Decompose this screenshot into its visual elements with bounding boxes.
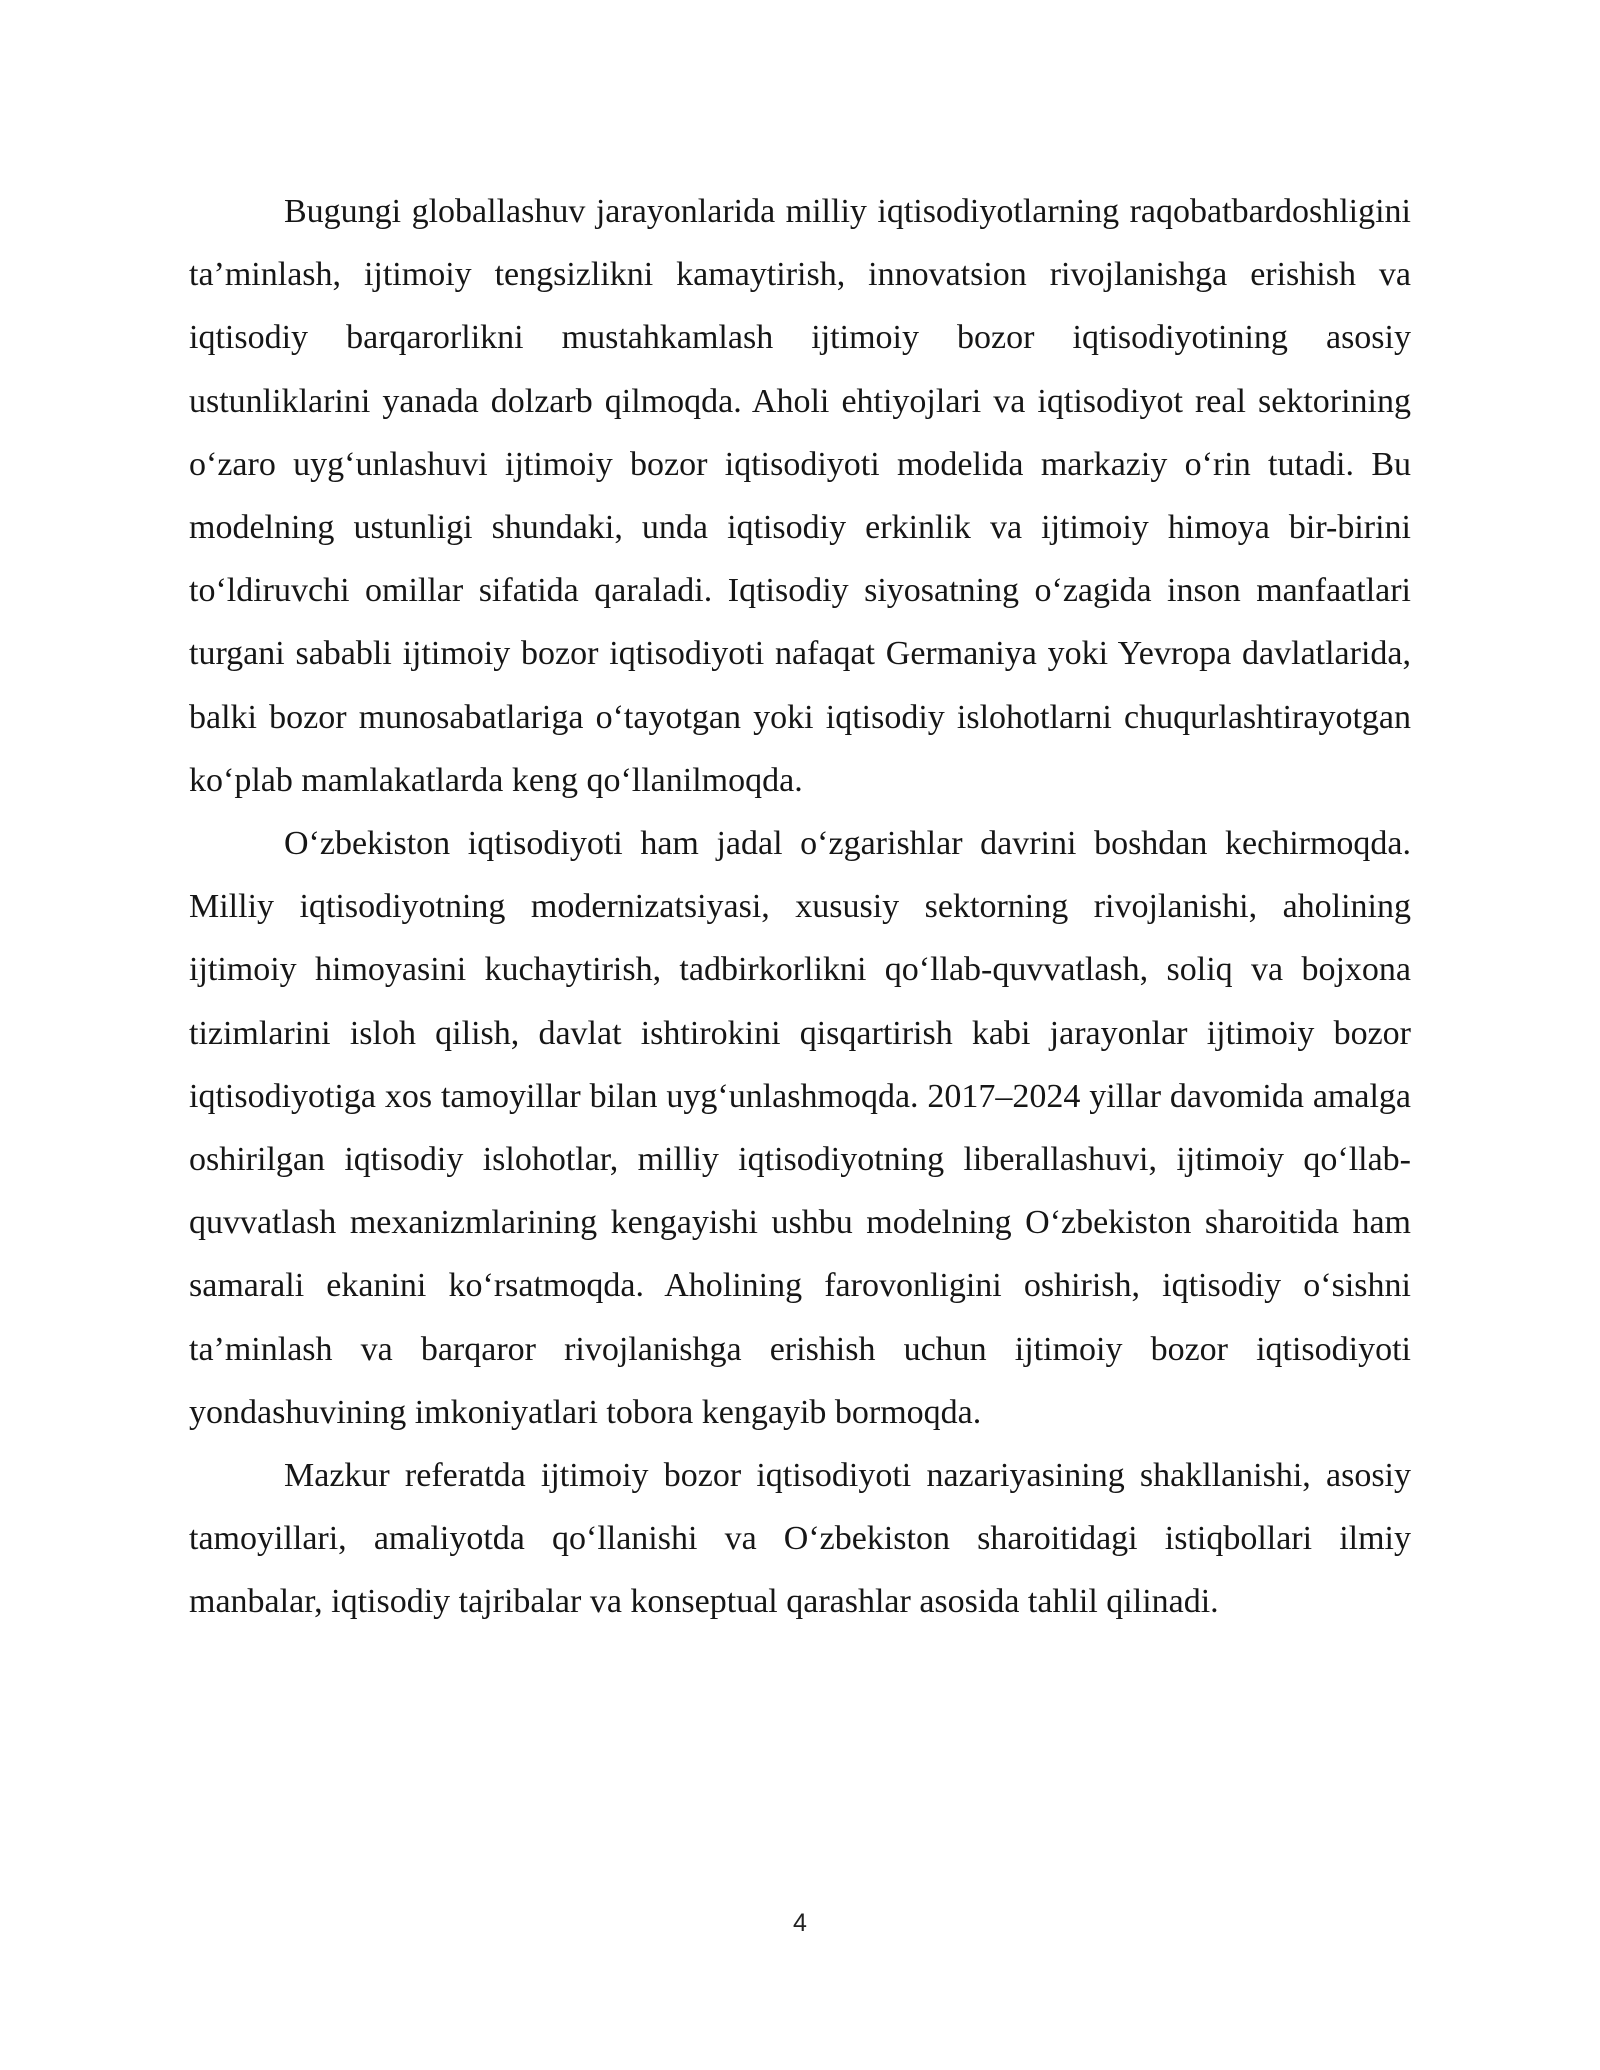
page-number: 4: [793, 1909, 807, 1937]
paragraph-1: Bugungi globallashuv jarayonlarida milliy iqtisodiyotlarning raqobatbardoshligini ta’minlash, ijtimoiy tengsizlikni kamaytirish, innovatsion rivojlanishga erishish va iqtisodiy barqarorlikni mustahkamlash ijtimoiy bozor iqtisodiyotining asosiy ustunliklarini yanada dolzarb qilmoqda. Aholi ehtiyojlari va iqtisodiyot real sektorining o‘zaro uyg‘unlashuvi ijtimoiy bozor iqtisodiyoti modelida markaziy o‘rin tutadi. Bu modelning ustunligi shundaki, unda iqtisodiy erkinlik va ijtimoiy himoya bir-birini to‘ldiruvchi omillar sifatida qaraladi. Iqtisodiy siyosatning o‘zagida inson manfaatlari turgani sababli ijtimoiy bozor iqtisodiyoti nafaqat Germaniya yoki Yevropa davlatlarida, balki bozor munosabatlariga o‘tayotgan yoki iqtisodiy islohotlarni chuqurlashtirayotgan ko‘plab mamlakatlarda keng qo‘llanilmoqda.: [189, 193, 1411, 799]
paragraph-3: Mazkur referatda ijtimoiy bozor iqtisodiyoti nazariyasining shakllanishi, asosiy tamoyillari, amaliyotda qo‘llanishi va O‘zbekiston sharoitidagi istiqbollari ilmiy manbalar, iqtisodiy tajribalar va konseptual qarashlar asosida tahlil qilinadi.: [189, 1457, 1411, 1621]
paragraph-2: O‘zbekiston iqtisodiyoti ham jadal o‘zgarishlar davrini boshdan kechirmoqda. Milliy iqtisodiyotning modernizatsiyasi, xususiy sektorning rivojlanishi, aholining ijtimoiy himoyasini kuchaytirish, tadbirkorlikni qo‘llab-quvvatlash, soliq va bojxona tizimlarini isloh qilish, davlat ishtirokini qisqartirish kabi jarayonlar ijtimoiy bozor iqtisodiyotiga xos tamoyillar bilan uyg‘unlashmoqda. 2017–2024 yillar davomida amalga oshirilgan iqtisodiy islohotlar, milliy iqtisodiyotning liberallashuvi, ijtimoiy qo‘llab-quvvatlash mexanizmlarining kengayishi ushbu modelning O‘zbekiston sharoitida ham samarali ekanini ko‘rsatmoqda. Aholining farovonligini oshirish, iqtisodiy o‘sishni ta’minlash va barqaror rivojlanishga erishish uchun ijtimoiy bozor iqtisodiyoti yondashuvining imkoniyatlari tobora kengayib bormoqda.: [189, 825, 1411, 1431]
body-text: [189, 180, 1411, 1634]
